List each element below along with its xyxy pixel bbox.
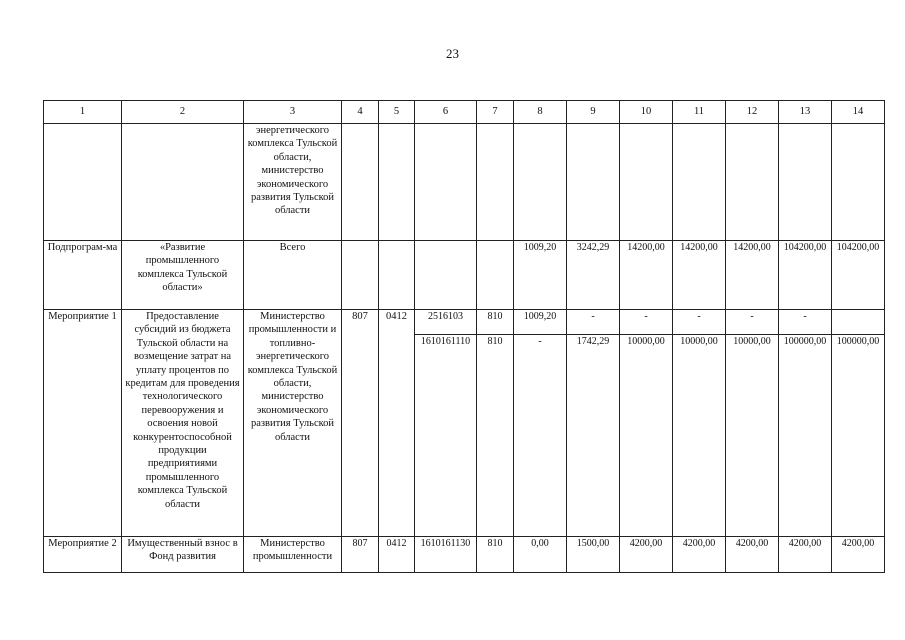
column-number: 4: [342, 101, 379, 124]
amount-cell: 4200,00: [673, 537, 726, 573]
code-cell: 2516103: [415, 310, 477, 335]
amount-cell: [832, 310, 885, 335]
table-cell: [379, 241, 415, 310]
measure-name: Имущественный взнос в Фонд развития: [122, 537, 244, 573]
table-cell: [673, 124, 726, 241]
table-cell: [514, 124, 567, 241]
measure-name: Предоставление субсидий из бюджета Тульской области на возмещение затрат на уплату процентов по кредитам для проведения технологического перевооружения и освоения новой конкурентоспособной продукции предприятиями промышленного комплекса Тульской области: [122, 310, 244, 537]
table-cell: [620, 124, 673, 241]
amount-cell: -: [673, 310, 726, 335]
measure1-row-a: [44, 310, 885, 335]
table-cell: [477, 241, 514, 310]
column-number: 7: [477, 101, 514, 124]
header-row: [44, 101, 885, 124]
column-number: 10: [620, 101, 673, 124]
subprogram-row: [44, 241, 885, 310]
amount-cell: -: [567, 310, 620, 335]
page-number: 23: [446, 46, 459, 61]
table-cell: [415, 124, 477, 241]
table-cell: [342, 241, 379, 310]
amount-cell: -: [620, 310, 673, 335]
table-cell: [122, 124, 244, 241]
measure2-row: [44, 537, 885, 573]
column-number: 13: [779, 101, 832, 124]
executor-cell: Министерство промышленности и топливно-энергетического комплекса Тульской области, министерство экономического развития Тульской области: [244, 310, 342, 537]
continuation-row: [44, 124, 885, 241]
column-number: 2: [122, 101, 244, 124]
amount-cell: 14200,00: [673, 241, 726, 310]
amount-cell: 0,00: [514, 537, 567, 573]
table-cell: [379, 124, 415, 241]
amount-cell: 3242,29: [567, 241, 620, 310]
amount-cell: 4200,00: [726, 537, 779, 573]
amount-cell: 1742,29: [567, 335, 620, 537]
amount-cell: 10000,00: [620, 335, 673, 537]
amount-cell: 14200,00: [726, 241, 779, 310]
amount-cell: 100000,00: [779, 335, 832, 537]
column-number: 14: [832, 101, 885, 124]
amount-cell: 4200,00: [620, 537, 673, 573]
column-number: 11: [673, 101, 726, 124]
amount-cell: -: [514, 335, 567, 537]
program-name: «Развитие промышленного комплекса Тульской области»: [122, 241, 244, 310]
row-label: Подпрограм-ма: [44, 241, 122, 310]
amount-cell: 1009,20: [514, 241, 567, 310]
amount-cell: 1009,20: [514, 310, 567, 335]
amount-cell: 104200,00: [779, 241, 832, 310]
amount-cell: 14200,00: [620, 241, 673, 310]
code-cell: 0412: [379, 537, 415, 573]
amount-cell: -: [726, 310, 779, 335]
table-cell: [726, 124, 779, 241]
column-number: 1: [44, 101, 122, 124]
column-number: 3: [244, 101, 342, 124]
amount-cell: 4200,00: [779, 537, 832, 573]
code-cell: 0412: [379, 310, 415, 537]
row-label: Мероприятие 2: [44, 537, 122, 573]
code-cell: 810: [477, 335, 514, 537]
amount-cell: 1500,00: [567, 537, 620, 573]
table-cell: [832, 124, 885, 241]
budget-table: [43, 100, 885, 573]
table-cell: [342, 124, 379, 241]
amount-cell: 4200,00: [832, 537, 885, 573]
amount-cell: 104200,00: [832, 241, 885, 310]
code-cell: 1610161110: [415, 335, 477, 537]
executor-text: энергетического комплекса Тульской области, министерство экономического развития Тульской области: [247, 125, 338, 217]
code-cell: 810: [477, 310, 514, 335]
amount-cell: 10000,00: [726, 335, 779, 537]
amount-cell: 100000,00: [832, 335, 885, 537]
table-cell: [567, 124, 620, 241]
executor-cell: Всего: [244, 241, 342, 310]
executor-cell: [244, 124, 342, 241]
amount-cell: -: [779, 310, 832, 335]
code-cell: 807: [342, 310, 379, 537]
table-cell: [477, 124, 514, 241]
table-cell: [415, 241, 477, 310]
row-label: Мероприятие 1: [44, 310, 122, 537]
table-cell: [44, 124, 122, 241]
executor-cell: Министерство промышленности: [244, 537, 342, 573]
table-cell: [779, 124, 832, 241]
column-number: 8: [514, 101, 567, 124]
code-cell: 1610161130: [415, 537, 477, 573]
code-cell: 807: [342, 537, 379, 573]
column-number: 6: [415, 101, 477, 124]
column-number: 5: [379, 101, 415, 124]
column-number: 12: [726, 101, 779, 124]
column-number: 9: [567, 101, 620, 124]
amount-cell: 10000,00: [673, 335, 726, 537]
code-cell: 810: [477, 537, 514, 573]
